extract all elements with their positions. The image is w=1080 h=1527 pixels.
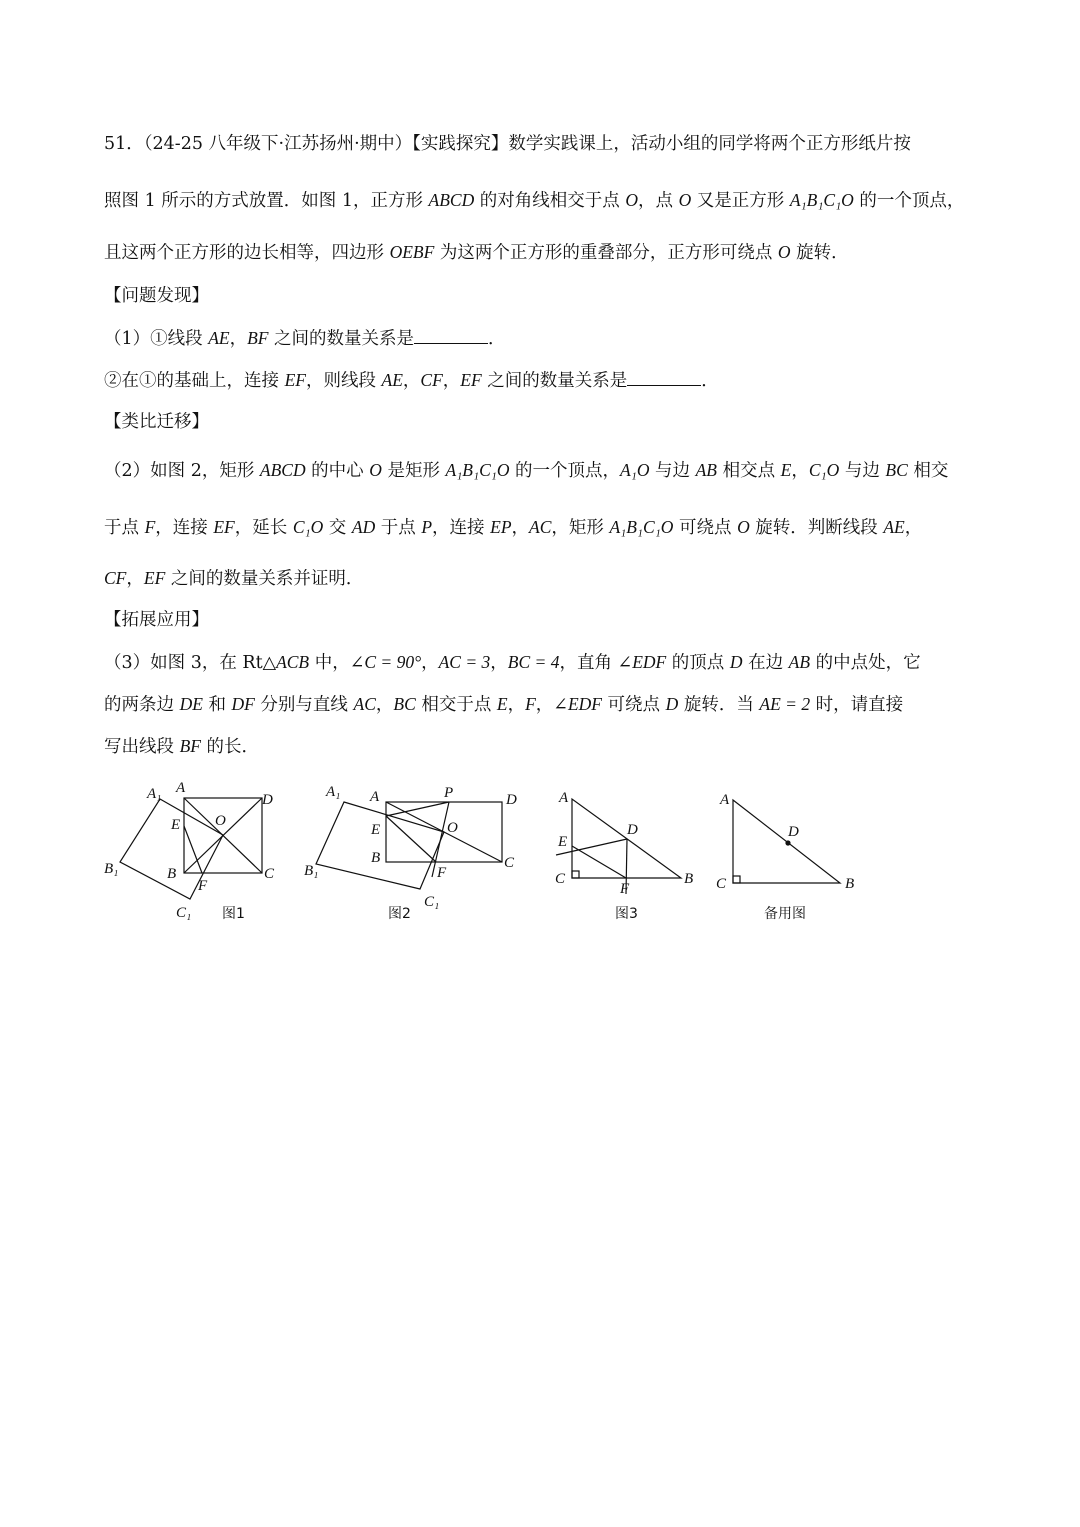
- math-symbol: C₁O: [808, 460, 840, 480]
- label-d: D: [627, 822, 638, 838]
- label-b: B: [845, 876, 855, 892]
- question-3-line-2: [104, 692, 903, 717]
- label-c: C: [264, 866, 275, 882]
- answer-blank[interactable]: [627, 369, 701, 386]
- question-text: 和: [202, 695, 232, 715]
- question-text: 相交于点: [415, 695, 497, 715]
- math-symbol: ABCD: [428, 190, 475, 210]
- question-text: 之间的数量关系并证明．: [165, 569, 364, 589]
- question-text: 的中心: [305, 461, 370, 481]
- math-symbol: BC: [393, 694, 416, 714]
- figure-4-caption: 备用图: [764, 906, 806, 922]
- math-symbol: O: [678, 190, 692, 210]
- math-symbol: BC: [885, 460, 908, 480]
- label-b1: B₁: [304, 863, 319, 879]
- question-3-line-3: [104, 734, 259, 759]
- segment-ef: [184, 826, 202, 873]
- figure-2-caption: 图2: [388, 906, 411, 922]
- question-text: ，: [535, 695, 554, 715]
- question-text: （2）如图 2，矩形: [104, 461, 260, 481]
- right-angle-mark: [572, 871, 579, 878]
- question-text: 之间的数量关系是: [268, 329, 415, 349]
- question-text: 时，请直接: [810, 695, 904, 715]
- label-f: F: [198, 878, 208, 894]
- math-symbol: D: [729, 652, 743, 672]
- math-symbol: AE: [883, 517, 905, 537]
- question-text: ．: [488, 329, 506, 349]
- intro-text: 又是正方形: [691, 191, 790, 211]
- math-symbol: BC = 4: [507, 652, 560, 672]
- label-a: A: [559, 790, 569, 806]
- math-symbol: EF: [284, 370, 306, 390]
- problem-source: （24-25 八年级下·江苏扬州·期中）: [143, 134, 413, 154]
- question-text: ，: [126, 569, 144, 589]
- math-symbol: DE: [179, 694, 203, 714]
- question-text: ，: [791, 461, 809, 481]
- question-text: ，: [402, 371, 421, 391]
- question-text: 的中点处，它: [810, 653, 921, 673]
- question-text: ，延长: [234, 518, 293, 538]
- math-symbol: AB: [695, 460, 717, 480]
- question-text: ，连接: [432, 518, 491, 538]
- intro-line-1: [104, 132, 911, 156]
- question-text: 的顶点: [666, 653, 730, 673]
- question-text: ，: [229, 329, 248, 349]
- label-c1: C₁: [424, 894, 440, 910]
- label-e: E: [558, 834, 568, 850]
- math-symbol: AB: [788, 652, 811, 672]
- math-symbol: O: [737, 517, 750, 537]
- math-symbol: CF: [420, 370, 443, 390]
- math-symbol: EF: [143, 568, 166, 588]
- question-text: 写出线段: [104, 737, 180, 757]
- math-symbol: C₁O: [292, 517, 324, 537]
- figure-3: [555, 790, 693, 922]
- question-text: 可绕点: [601, 695, 666, 715]
- section-heading: 【类比迁移】: [104, 412, 209, 432]
- question-text: 与边: [649, 461, 696, 481]
- question-text: 中，: [309, 653, 350, 673]
- question-text: ．: [701, 371, 719, 391]
- intro-line-3: [104, 240, 849, 265]
- math-symbol: CF: [104, 568, 127, 588]
- label-b: B: [684, 871, 694, 887]
- figures-row: [100, 782, 880, 932]
- question-text: ，: [442, 371, 461, 391]
- label-d: D: [788, 824, 799, 840]
- math-symbol: EP: [490, 517, 512, 537]
- rectangle-a1b1c1o: [316, 802, 444, 889]
- question-text: ，: [375, 695, 394, 715]
- question-text: 交: [323, 518, 352, 538]
- question-text: ，则线段: [305, 371, 382, 391]
- problem-number: 51．: [104, 134, 144, 154]
- intro-text: 为这两个正方形的重叠部分，正方形可绕点: [434, 243, 778, 263]
- math-symbol: DF: [231, 694, 255, 714]
- question-text: 之间的数量关系是: [481, 371, 628, 391]
- question-text: ，直角: [559, 653, 618, 673]
- math-symbol: A₁O: [620, 460, 650, 480]
- segment-ef: [386, 816, 436, 862]
- question-text: （1）①线段: [104, 329, 209, 349]
- math-symbol: AE: [381, 370, 403, 390]
- label-f: F: [437, 865, 447, 881]
- math-symbol: AD: [351, 517, 376, 537]
- math-symbol: AE: [208, 328, 230, 348]
- label-c: C: [504, 855, 515, 871]
- intro-text: 的对角线相交于点: [474, 191, 626, 211]
- math-symbol: BF: [179, 736, 201, 756]
- question-text: 分别与直线: [254, 695, 354, 715]
- math-symbol: A₁B₁C₁O: [445, 460, 510, 480]
- label-o: O: [447, 820, 458, 836]
- label-p: P: [444, 785, 454, 801]
- section-heading: 【问题发现】: [104, 286, 209, 306]
- question-text: 与边: [839, 461, 886, 481]
- question-text: 于点: [104, 518, 145, 538]
- question-text: 相交: [907, 461, 949, 481]
- math-symbol: E: [496, 694, 508, 714]
- question-text: 旋转．当: [678, 695, 760, 715]
- figure-2: [304, 784, 517, 922]
- label-c: C: [716, 876, 727, 892]
- question-text: ，: [421, 653, 439, 673]
- question-2-line-3: [104, 566, 363, 591]
- question-text: ，: [511, 518, 530, 538]
- problem-tag: 【实践探究】: [412, 134, 509, 154]
- math-symbol: EF: [460, 370, 482, 390]
- label-a: A: [370, 789, 380, 805]
- figure-1-caption: 图1: [222, 906, 245, 922]
- intro-text: 且这两个正方形的边长相等，四边形: [104, 243, 390, 263]
- math-symbol: F: [144, 517, 156, 537]
- intro-text: 照图 1 所示的方式放置．如图 1，正方形: [104, 191, 429, 211]
- question-text: ②在①的基础上，连接: [104, 371, 285, 391]
- label-a1: A₁: [147, 786, 162, 802]
- label-f: F: [620, 881, 630, 897]
- question-text: 旋转．判断线段: [749, 518, 884, 538]
- math-symbol: A₁B₁C₁O: [789, 190, 854, 210]
- intro-line-2: [104, 188, 964, 213]
- question-text: 在边: [742, 653, 789, 673]
- label-b: B: [371, 850, 381, 866]
- label-e: E: [171, 817, 181, 833]
- math-symbol: ACB: [276, 652, 310, 672]
- math-symbol: ABCD: [259, 460, 306, 480]
- answer-blank[interactable]: [414, 327, 488, 344]
- label-a1: A₁: [326, 784, 341, 800]
- question-text: 于点: [375, 518, 422, 538]
- math-symbol: BF: [247, 328, 269, 348]
- question-1-2: [104, 368, 719, 393]
- math-symbol: ∠EDF: [617, 652, 667, 672]
- question-text: 是矩形: [381, 461, 446, 481]
- label-o: O: [215, 813, 226, 829]
- question-3-line-1: [104, 650, 921, 675]
- figures-svg: [100, 782, 880, 932]
- question-text: ，矩形: [551, 518, 610, 538]
- figure-1: [104, 782, 275, 922]
- math-symbol: O: [625, 190, 638, 210]
- section-heading: 【拓展应用】: [104, 610, 209, 630]
- intro-text: 的一个顶点，: [853, 191, 965, 211]
- math-symbol: O: [777, 242, 791, 262]
- question-text: ，: [490, 653, 508, 673]
- math-symbol: E: [780, 460, 792, 480]
- math-symbol: AC: [529, 517, 552, 537]
- question-text: ，连接: [155, 518, 214, 538]
- figure-4: [716, 792, 854, 922]
- math-symbol: D: [665, 694, 679, 714]
- figure-3-caption: 图3: [615, 906, 638, 922]
- math-symbol: ∠C = 90°: [349, 652, 422, 672]
- math-symbol: ∠EDF: [553, 694, 602, 714]
- question-2-line-1: [104, 458, 948, 483]
- label-b: B: [167, 866, 177, 882]
- math-symbol: AC = 3: [438, 652, 491, 672]
- question-text: （3）如图 3，在 Rt△: [104, 653, 277, 673]
- question-text: 相交点: [717, 461, 781, 481]
- question-text: ，: [904, 518, 923, 538]
- intro-text: ，点: [638, 191, 679, 211]
- label-c1: C₁: [176, 905, 192, 921]
- math-symbol: EF: [213, 517, 235, 537]
- label-d: D: [506, 792, 517, 808]
- math-symbol: O: [369, 460, 382, 480]
- midpoint-d: [785, 840, 790, 845]
- segment-ep: [386, 802, 449, 816]
- label-a: A: [720, 792, 730, 808]
- question-2-line-2: [104, 515, 922, 540]
- math-symbol: F: [525, 694, 536, 714]
- math-symbol: P: [421, 517, 433, 537]
- right-angle-mark: [733, 876, 740, 883]
- label-a: A: [176, 782, 186, 796]
- question-text: 的长．: [200, 737, 260, 757]
- question-text: 的两条边: [104, 695, 180, 715]
- label-e: E: [371, 822, 381, 838]
- question-text: ，: [507, 695, 526, 715]
- math-symbol: AC: [353, 694, 376, 714]
- intro-text: 数学实践课上，活动小组的同学将两个正方形纸片按: [508, 134, 911, 154]
- segment-ef: [572, 846, 626, 878]
- question-text: 的一个顶点，: [509, 461, 621, 481]
- math-symbol: AE = 2: [759, 694, 811, 714]
- label-b1: B₁: [104, 861, 119, 877]
- label-d: D: [262, 792, 273, 808]
- square-a1b1c1o: [120, 799, 223, 899]
- intro-text: 旋转．: [790, 243, 849, 263]
- math-symbol: OEBF: [389, 242, 435, 262]
- question-1-1: [104, 326, 506, 351]
- label-c: C: [555, 871, 566, 887]
- math-symbol: A₁B₁C₁O: [609, 517, 674, 537]
- question-text: 可绕点: [673, 518, 738, 538]
